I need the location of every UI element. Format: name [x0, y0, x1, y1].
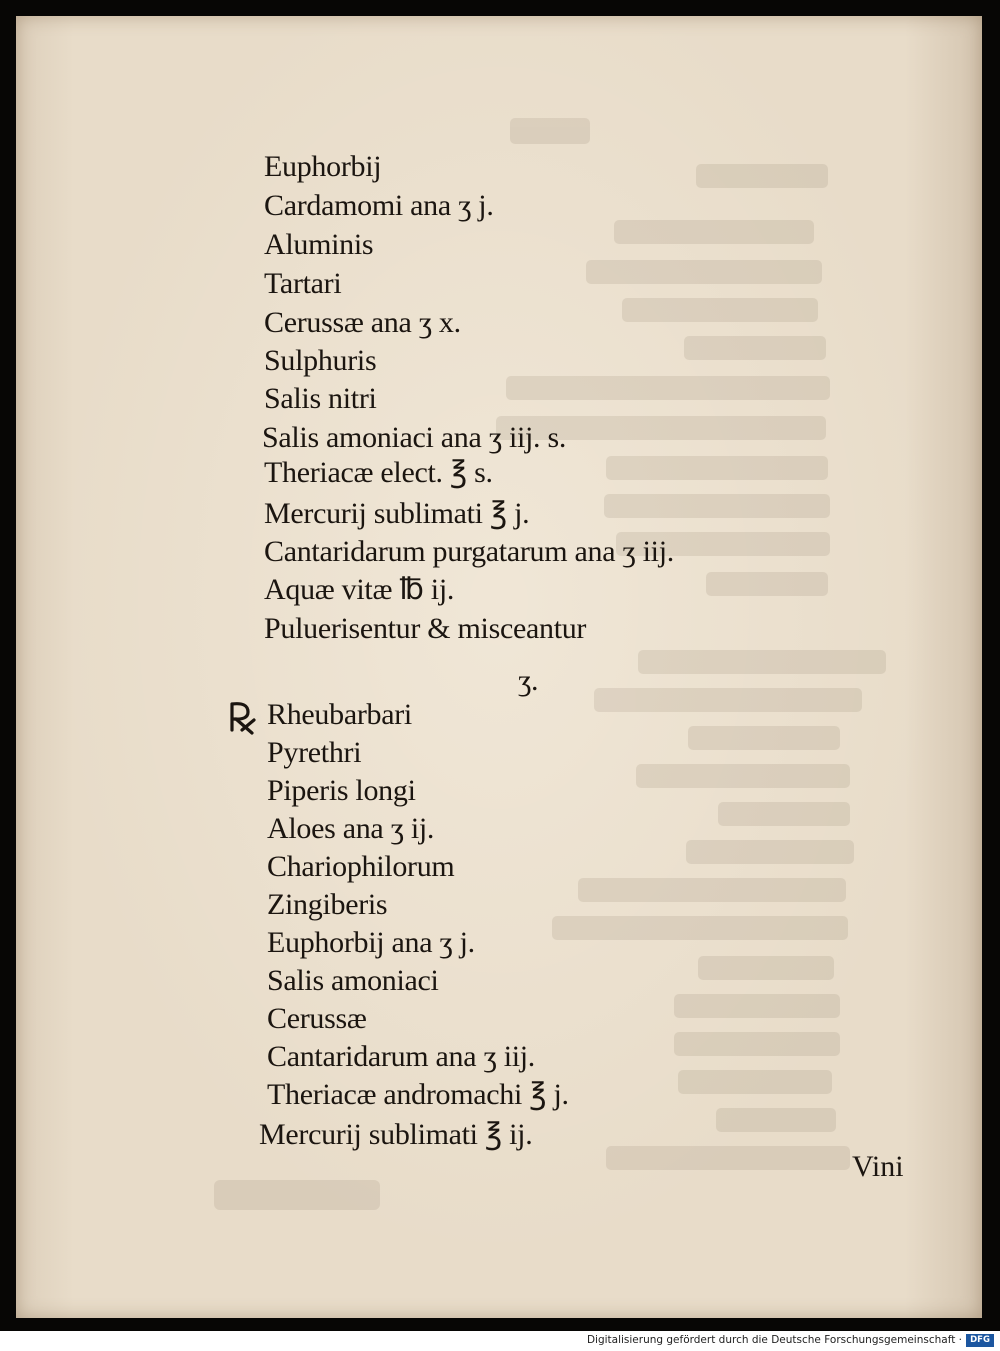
recipe-line: Zingiberis	[267, 888, 388, 921]
ingredient-line: Tartari	[264, 267, 342, 300]
ingredient-line: Aluminis	[264, 228, 374, 261]
funding-credit: Digitalisierung gefördert durch die Deutsche Forschungsgemeinschaft ·	[586, 1334, 962, 1346]
recipe-line: Salis amoniaci	[267, 964, 439, 997]
recipe-line: Theriacæ andromachi ℥ j.	[267, 1078, 569, 1111]
recipe-line: Pyrethri	[267, 736, 362, 769]
recipe-line: Aloes ana ʒ ij.	[267, 812, 435, 845]
recipe-line: Piperis longi	[267, 774, 416, 807]
ingredient-line: Cerussæ ana ʒ x.	[264, 306, 461, 339]
recipe-line: Cerussæ	[267, 1002, 367, 1035]
ingredient-line: Sulphuris	[264, 344, 377, 377]
catchword: Vini	[852, 1150, 904, 1183]
recipe-line: Rheubarbari	[267, 698, 412, 731]
ingredient-line: Mercurij sublimati ℥ j.	[264, 497, 530, 530]
ingredient-line: Salis amoniaci ana ʒ iij. s.	[262, 421, 567, 454]
book-page	[16, 16, 982, 1318]
recipe-symbol-icon	[226, 700, 260, 736]
footer-bar	[0, 1331, 1000, 1351]
ingredient-line: Puluerisentur & misceantur	[264, 612, 587, 645]
recipe-line: Chariophilorum	[267, 850, 455, 883]
ingredient-line: Salis nitri	[264, 382, 377, 415]
ingredient-line: Theriacæ elect. ℥ s.	[264, 456, 493, 489]
section-mark: ʒ.	[518, 664, 539, 697]
recipe-line: Cantaridarum ana ʒ iij.	[267, 1040, 535, 1073]
recipe-line: Mercurij sublimati ℥ ij.	[259, 1118, 533, 1151]
dfg-logo: DFG	[966, 1334, 994, 1347]
recipe-line: Euphorbij ana ʒ j.	[267, 926, 475, 959]
ingredient-line: Aquæ vitæ ℔ ij.	[264, 573, 455, 606]
ingredient-line: Cardamomi ana ʒ j.	[264, 189, 494, 222]
ingredient-line: Cantaridarum purgatarum ana ʒ iij.	[264, 535, 674, 568]
ingredient-line: Euphorbij	[264, 150, 382, 183]
